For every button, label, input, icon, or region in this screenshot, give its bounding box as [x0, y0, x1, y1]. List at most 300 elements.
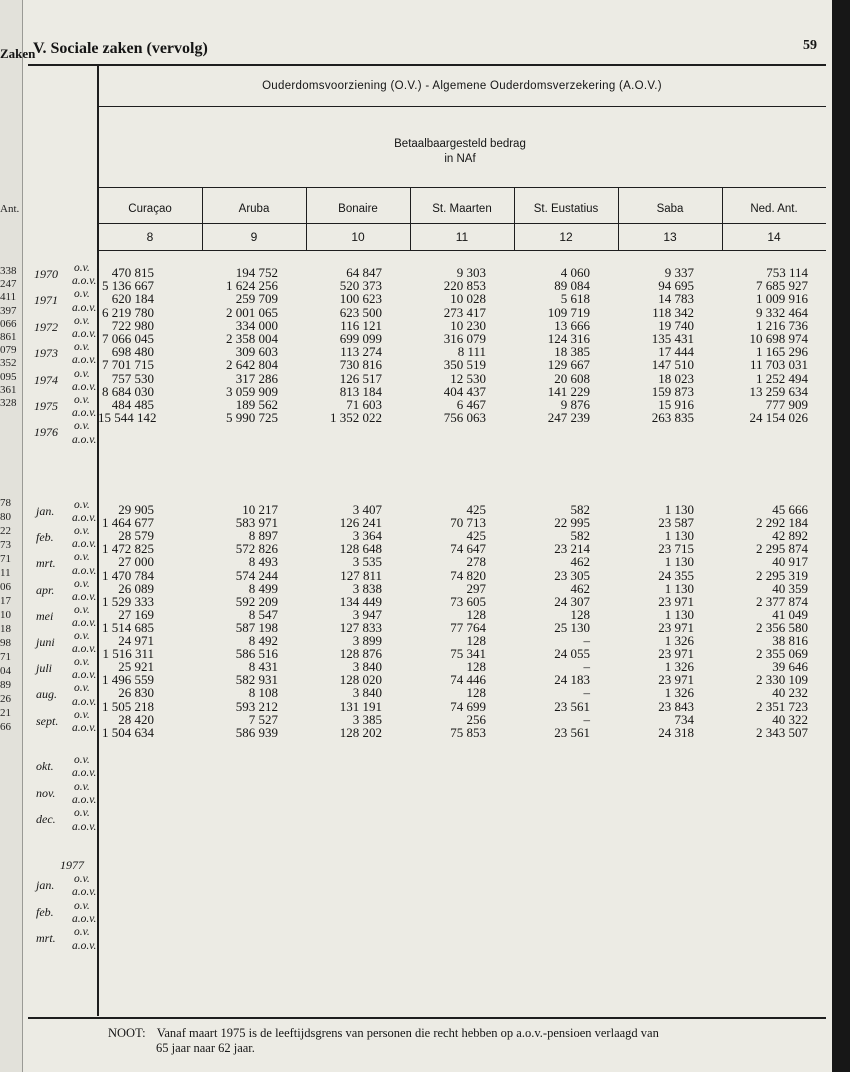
table-cell: 698 480 — [111, 344, 154, 360]
table-cell: 9 876 — [560, 397, 590, 412]
table-cell: 2 295 319 — [756, 567, 808, 583]
table-cell: 8 547 — [248, 606, 278, 622]
table-cell: 23 971 — [658, 646, 694, 662]
row-type-label: o.v. — [74, 708, 90, 721]
row-type-label: o.v. — [74, 262, 90, 274]
table-cell: 2 356 580 — [756, 619, 808, 635]
table-row — [98, 785, 826, 799]
table-cell: 220 853 — [443, 278, 486, 294]
adjacent-page-number: 247 — [0, 278, 17, 291]
table-cell: 263 835 — [651, 410, 694, 426]
row-type-label: o.v. — [74, 525, 90, 538]
table-cell: 7 701 715 — [102, 357, 154, 373]
table-row — [98, 758, 826, 772]
table-cell: 7 066 045 — [102, 331, 154, 346]
table-cell: 24 307 — [554, 593, 590, 609]
table-cell: 1 216 736 — [756, 317, 808, 333]
table-cell: 1 496 559 — [102, 672, 154, 688]
table-row — [98, 700, 826, 714]
table-cell: 27 169 — [118, 606, 154, 622]
row-type-label: a.o.v. — [72, 275, 97, 288]
table-cell: 247 239 — [547, 410, 590, 426]
table-cell: 1 464 677 — [102, 515, 154, 531]
row-period-label: juni — [36, 635, 55, 649]
table-cell: 128 202 — [339, 724, 382, 740]
table-cell: 777 909 — [765, 397, 808, 412]
table-cell: 1 514 685 — [102, 619, 154, 635]
table-cell: 587 198 — [235, 619, 278, 635]
row-period-label: sept. — [36, 713, 59, 728]
table-cell: 470 815 — [111, 265, 154, 280]
table-cell: 2 355 069 — [756, 646, 808, 662]
table-cell: 1 165 296 — [756, 344, 808, 360]
table-subhead — [310, 137, 610, 167]
table-cell: 134 449 — [339, 593, 382, 609]
row-period-label: nov. — [36, 785, 56, 800]
table-cell: 23 587 — [658, 515, 694, 531]
adjacent-page-number: 328 — [0, 397, 17, 409]
table-cell: 1 326 — [664, 659, 694, 675]
adjacent-page-number: 73 — [0, 539, 11, 551]
footnote-label: NOOT: — [108, 1026, 146, 1040]
table-cell: 256 — [466, 711, 486, 727]
row-type-label: o.v. — [74, 630, 90, 642]
span-title-rule — [98, 106, 826, 107]
adjacent-page-title: Zaken — [0, 46, 36, 61]
table-cell: 2 642 804 — [226, 357, 278, 373]
table-cell: 64 847 — [346, 265, 382, 280]
adjacent-page-label: Ant. — [0, 203, 20, 215]
table-cell: 1 470 784 — [102, 567, 154, 583]
table-cell: 8 493 — [248, 554, 278, 570]
table-cell: 159 873 — [651, 383, 694, 399]
table-cell: 623 500 — [339, 304, 382, 320]
column-number-top-rule — [98, 223, 826, 224]
table-cell: 14 783 — [658, 291, 694, 307]
row-type-label: a.o.v. — [72, 328, 97, 340]
table-cell: 309 603 — [235, 344, 278, 360]
table-cell: 1 130 — [664, 528, 694, 544]
table-cell: 135 431 — [651, 331, 694, 346]
table-cell: 10 698 974 — [749, 331, 808, 346]
table-cell: 194 752 — [235, 265, 278, 280]
table-cell: 722 980 — [111, 317, 154, 333]
table-cell: 25 130 — [554, 619, 590, 635]
table-cell: 75 341 — [450, 646, 486, 662]
row-type-label: a.o.v. — [72, 512, 97, 525]
table-cell: 74 699 — [450, 698, 486, 714]
table-cell: 15 916 — [658, 397, 694, 412]
row-type-label: a.o.v. — [72, 616, 97, 629]
column-number: 14 — [767, 230, 781, 244]
table-row — [98, 424, 826, 438]
column-number-bottom-rule — [98, 250, 826, 251]
table-cell: 316 079 — [443, 331, 486, 346]
table-row — [98, 647, 826, 661]
table-cell: 297 — [466, 580, 486, 596]
row-type-label: o.v. — [74, 656, 90, 669]
table-cell: 28 420 — [118, 711, 154, 727]
table-cell: 7 527 — [248, 711, 278, 727]
table-cell: 74 446 — [450, 672, 486, 688]
table-cell: 26 830 — [118, 685, 154, 701]
table-cell: 582 — [570, 528, 590, 544]
table-row — [98, 858, 826, 872]
table-cell: 2 001 065 — [226, 304, 278, 320]
table-cell: 1 130 — [664, 554, 694, 570]
table-cell: 1 252 494 — [756, 370, 808, 386]
table-bottom-rule — [28, 1017, 826, 1019]
table-cell: 141 229 — [547, 383, 590, 399]
table-cell: 462 — [570, 554, 590, 570]
table-cell: 317 286 — [235, 370, 278, 386]
table-cell: 1 624 256 — [226, 278, 278, 294]
table-cell: 3 385 — [352, 711, 382, 727]
row-period-label: jan. — [36, 504, 55, 518]
row-type-label: a.o.v. — [72, 433, 97, 446]
adjacent-page-number: 22 — [0, 525, 11, 537]
table-cell: 128 648 — [339, 541, 382, 557]
adjacent-page-number: 04 — [0, 665, 11, 677]
table-row — [98, 595, 826, 609]
table-span-title: Ouderdomsvoorziening (O.V.) - Algemene Ouderdomsverzekering (A.O.V.) — [262, 80, 662, 92]
table-cell: 116 121 — [340, 317, 382, 333]
table-cell: 2 330 109 — [756, 672, 808, 688]
table-row — [98, 798, 826, 812]
table-cell: – — [583, 633, 590, 648]
row-period-label: 1976 — [34, 425, 58, 440]
table-cell: 12 530 — [450, 370, 486, 386]
table-cell: 11 703 031 — [749, 357, 808, 373]
table-cell: 1 529 333 — [102, 593, 154, 609]
table-cell: 9 303 — [456, 265, 486, 280]
table-cell: 22 995 — [554, 515, 590, 531]
adjacent-page-number: 17 — [0, 595, 11, 607]
table-row — [98, 771, 826, 785]
table-cell: 23 843 — [658, 698, 694, 714]
table-cell: 730 816 — [339, 357, 382, 373]
row-type-label: o.v. — [74, 807, 90, 820]
table-cell: 3 838 — [352, 580, 382, 596]
page-edge-shadow — [832, 0, 850, 1072]
table-cell: 1 504 634 — [102, 724, 154, 740]
row-period-label: 1973 — [34, 346, 58, 361]
row-type-label: a.o.v. — [72, 354, 97, 367]
table-cell: 25 921 — [118, 659, 154, 675]
table-cell: 2 292 184 — [756, 515, 808, 531]
table-cell: 113 274 — [340, 344, 382, 360]
table-row — [98, 673, 826, 687]
table-cell: 41 049 — [772, 606, 808, 622]
table-cell: 128 — [466, 633, 486, 648]
table-cell: 71 603 — [346, 397, 382, 412]
table-cell: 583 971 — [235, 515, 278, 531]
column-head-top-rule — [98, 187, 826, 188]
table-row — [98, 917, 826, 931]
row-type-label: o.v. — [74, 682, 90, 695]
table-row — [98, 904, 826, 918]
table-cell: 124 316 — [547, 331, 590, 346]
table-cell: 3 407 — [352, 502, 382, 517]
subhead-line-2: in NAf — [444, 153, 476, 165]
table-cell: 28 579 — [118, 528, 154, 544]
column-number: 9 — [250, 230, 258, 244]
table-cell: 8 108 — [248, 685, 278, 701]
adjacent-page-number: 98 — [0, 637, 11, 649]
row-period-label: apr. — [36, 582, 55, 597]
table-cell: 73 605 — [450, 593, 486, 609]
table-cell: 118 342 — [652, 304, 694, 320]
table-cell: 1 130 — [664, 502, 694, 517]
table-cell: 128 — [466, 606, 486, 622]
row-type-label: a.o.v. — [72, 538, 97, 551]
table-row — [98, 930, 826, 944]
adjacent-page-number: 861 — [0, 331, 17, 343]
table-cell: 582 — [570, 502, 590, 517]
row-period-label: aug. — [36, 687, 57, 702]
table-cell: 8 499 — [248, 580, 278, 596]
table-cell: 100 623 — [339, 291, 382, 307]
table-cell: 259 709 — [235, 291, 278, 307]
table-cell: 128 — [466, 685, 486, 701]
row-type-label: a.o.v. — [72, 643, 97, 656]
table-cell: 127 833 — [339, 619, 382, 635]
table-cell: 23 971 — [658, 593, 694, 609]
table-cell: 3 059 909 — [226, 383, 278, 399]
table-cell: 3 535 — [352, 554, 382, 570]
column-header: St. Maarten — [432, 203, 492, 215]
table-cell: 582 931 — [235, 672, 278, 688]
table-cell: 9 332 464 — [756, 304, 808, 320]
row-type-label: a.o.v. — [72, 912, 97, 925]
row-type-label: a.o.v. — [72, 939, 97, 952]
table-cell: 42 892 — [772, 528, 808, 544]
adjacent-page-number: 352 — [0, 357, 17, 370]
table-row — [98, 811, 826, 825]
table-cell: – — [583, 685, 590, 701]
adjacent-page-number: 18 — [0, 623, 11, 635]
table-cell: 586 516 — [235, 646, 278, 662]
row-type-label: a.o.v. — [72, 793, 97, 806]
row-period-label: mei — [36, 608, 54, 623]
adjacent-page-number: 361 — [0, 383, 17, 396]
table-cell: 24 355 — [658, 567, 694, 583]
running-head: V. Sociale zaken (vervolg) — [33, 40, 208, 57]
table-cell: 23 971 — [658, 672, 694, 688]
adjacent-page-number: 66 — [0, 721, 11, 733]
table-cell: 4 060 — [560, 265, 590, 280]
table-cell: 2 358 004 — [226, 331, 278, 346]
row-period-label: 1975 — [34, 399, 58, 413]
table-cell: 1 472 825 — [102, 541, 154, 557]
table-cell: 593 212 — [235, 698, 278, 714]
table-cell: 273 417 — [443, 304, 486, 320]
table-cell: 77 764 — [450, 619, 486, 635]
table-cell: 10 217 — [242, 502, 278, 517]
adjacent-page-number: 21 — [0, 707, 11, 719]
table-cell: 8 492 — [248, 633, 278, 648]
table-cell: 592 209 — [235, 593, 278, 609]
table-cell: 699 099 — [339, 331, 382, 346]
table-cell: 131 191 — [339, 698, 382, 714]
adjacent-page-number: 095 — [0, 370, 17, 383]
table-cell: 40 359 — [772, 580, 808, 596]
row-period-label: jan. — [36, 878, 55, 892]
row-type-label: o.v. — [74, 288, 90, 301]
table-cell: 520 373 — [339, 278, 382, 294]
column-header: Bonaire — [338, 203, 378, 215]
row-type-label: a.o.v. — [72, 721, 97, 734]
table-cell: 484 485 — [111, 397, 154, 412]
table-cell: 128 876 — [339, 646, 382, 662]
table-cell: 39 646 — [772, 659, 808, 675]
table-cell: 126 241 — [339, 515, 382, 531]
table-cell: 278 — [466, 554, 486, 570]
adjacent-page-number: 71 — [0, 651, 11, 663]
table-cell: 189 562 — [235, 397, 278, 412]
table-cell: 89 084 — [554, 278, 590, 294]
table-cell: 13 259 634 — [749, 383, 808, 399]
page-number: 59 — [803, 38, 817, 53]
table-row — [98, 438, 826, 452]
table-cell: 13 666 — [554, 317, 590, 333]
table-cell: 753 114 — [766, 265, 808, 280]
table-cell: 23 305 — [554, 567, 590, 583]
footnote-line-2: 65 jaar naar 62 jaar. — [156, 1041, 255, 1055]
table-cell: 8 111 — [457, 344, 486, 360]
row-period-label: dec. — [36, 812, 56, 827]
table-cell: 813 184 — [339, 383, 382, 399]
table-cell: 128 020 — [339, 672, 382, 688]
row-type-label: a.o.v. — [72, 767, 97, 780]
row-type-label: a.o.v. — [72, 380, 97, 393]
table-cell: 757 530 — [111, 370, 154, 386]
table-cell: 23 214 — [554, 541, 590, 557]
row-type-label: o.v. — [74, 420, 90, 433]
table-cell: 8 684 030 — [102, 383, 154, 399]
table-cell: 23 561 — [554, 698, 590, 714]
table-cell: 3 947 — [352, 606, 382, 622]
table-cell: 1 009 916 — [756, 291, 808, 307]
column-number: 10 — [351, 230, 365, 244]
table-cell: 23 561 — [554, 724, 590, 740]
row-type-label: o.v. — [74, 926, 90, 939]
table-cell: 2 295 874 — [756, 541, 808, 557]
table-cell: 425 — [466, 528, 486, 544]
row-type-label: o.v. — [74, 551, 90, 564]
table-cell: 1 326 — [664, 685, 694, 701]
table-cell: 24 318 — [658, 724, 694, 740]
table-cell: 2 377 874 — [756, 593, 808, 609]
table-row — [98, 516, 826, 530]
table-cell: 40 917 — [772, 554, 808, 570]
table-cell: 462 — [570, 580, 590, 596]
table-cell: 17 444 — [658, 344, 694, 360]
row-type-label: o.v. — [74, 367, 90, 380]
row-period-label: 1974 — [34, 372, 58, 387]
row-type-label: o.v. — [74, 499, 90, 511]
column-header: Ned. Ant. — [750, 203, 798, 215]
table-cell: 1 505 218 — [102, 698, 154, 714]
row-period-label: 1972 — [34, 319, 58, 334]
table-cell: 3 840 — [352, 659, 382, 675]
column-number: 8 — [146, 230, 154, 244]
table-cell: 40 232 — [772, 685, 808, 701]
table-cell: 29 905 — [118, 502, 154, 517]
table-cell: 24 154 026 — [749, 410, 808, 426]
table-cell: 6 219 780 — [102, 304, 154, 320]
row-type-label: a.o.v. — [72, 407, 97, 420]
table-cell: 1 516 311 — [102, 646, 154, 662]
adjacent-page-number: 338 — [0, 265, 17, 277]
column-number: 13 — [663, 230, 677, 244]
table-cell: 26 089 — [118, 580, 154, 596]
table-cell: 5 990 725 — [226, 410, 278, 426]
table-cell: 8 431 — [248, 659, 278, 675]
adjacent-page-number: 89 — [0, 679, 11, 691]
row-period-label: okt. — [36, 759, 54, 773]
table-row — [98, 726, 826, 740]
row-type-label: o.v. — [74, 577, 90, 590]
adjacent-page-strip — [0, 0, 36, 1072]
table-row — [98, 542, 826, 556]
adjacent-page-number: 411 — [0, 291, 17, 304]
column-number: 11 — [455, 230, 469, 244]
adjacent-page-number: 26 — [0, 693, 11, 705]
row-period-label: 1970 — [34, 267, 58, 281]
table-cell: 3 840 — [352, 685, 382, 701]
table-cell: 20 608 — [554, 370, 590, 386]
row-type-label: a.o.v. — [72, 564, 97, 577]
table-cell: 147 510 — [651, 357, 694, 373]
adjacent-page-number: 71 — [0, 553, 11, 565]
table-row — [98, 890, 826, 904]
row-type-label: o.v. — [74, 899, 90, 912]
table-cell: 7 685 927 — [756, 278, 808, 294]
table-cell: 5 618 — [560, 291, 590, 307]
row-type-label: a.o.v. — [72, 886, 97, 899]
table-top-rule — [28, 64, 826, 66]
row-type-label: a.o.v. — [72, 669, 97, 682]
table-cell: – — [583, 711, 590, 727]
table-cell: 734 — [674, 711, 694, 727]
table-cell: 574 244 — [235, 567, 278, 583]
row-period-label: 1977 — [60, 858, 84, 872]
table-row — [98, 569, 826, 583]
adjacent-page-number: 397 — [0, 304, 17, 317]
table-cell: 74 647 — [450, 541, 486, 557]
table-cell: 334 000 — [235, 317, 278, 333]
row-period-label: feb. — [36, 904, 54, 919]
table-cell: 572 826 — [235, 541, 278, 557]
row-type-label: o.v. — [74, 603, 90, 616]
row-type-label: o.v. — [74, 341, 90, 354]
column-header: Saba — [656, 203, 684, 215]
table-row — [98, 621, 826, 635]
table-cell: 23 971 — [658, 619, 694, 635]
row-type-label: a.o.v. — [72, 695, 97, 708]
table-cell: 109 719 — [547, 304, 590, 320]
table-cell: 2 343 507 — [756, 724, 808, 740]
table-cell: 94 695 — [658, 278, 694, 294]
row-type-label: o.v. — [74, 394, 90, 406]
table-cell: 425 — [466, 502, 486, 517]
table-cell: 38 816 — [772, 633, 808, 648]
table-row — [98, 877, 826, 891]
table-cell: 74 820 — [450, 567, 486, 583]
adjacent-page-number: 06 — [0, 581, 11, 593]
table-cell: 40 322 — [772, 711, 808, 727]
